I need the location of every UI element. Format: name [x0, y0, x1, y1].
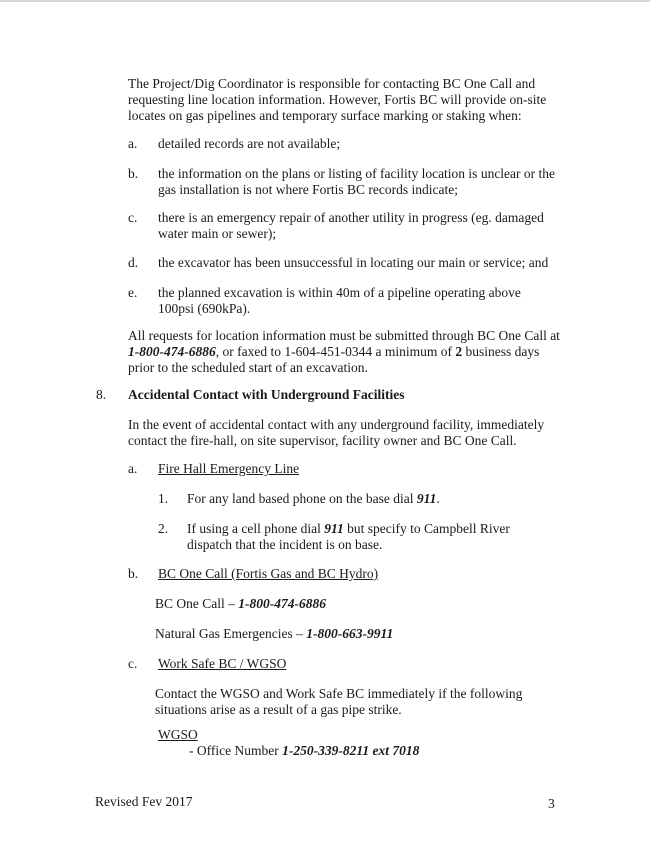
intro-paragraph: The Project/Dig Coordinator is responsible for contacting BC One Call and requesting line location information. However, Fortis BC will provide on-site locates on gas pipelines and temporary surface marking or staking when:: [128, 76, 547, 123]
requests-text-middle: , or faxed to 1-604-451-0344 a minimum of: [215, 344, 456, 359]
fire-hall-item-1: [187, 491, 557, 507]
gas-emergency-line: [155, 626, 555, 642]
wgso-office-label: - Office Number: [189, 743, 283, 758]
fire-hall-item-2-text: If using a cell phone dial: [187, 521, 325, 536]
wgso-office-number: 1-250-339-8211 ext 7018: [282, 743, 420, 758]
work-safe-heading: Work Safe BC / WGSO: [158, 656, 287, 671]
condition-b-letter: b.: [128, 166, 139, 181]
condition-e-letter: e.: [128, 285, 138, 300]
revision-date: Revised Fev 2017: [95, 794, 193, 809]
emergency-number-911-cell: 911: [324, 521, 344, 536]
requests-text-end: business days prior to the scheduled start of an excavation.: [128, 344, 540, 375]
page-number: 3: [548, 796, 555, 811]
section-8-intro: In the event of accidental contact with any underground facility, immediately contact the fire-hall, on site supervisor, facility owner and BC One Call.: [128, 417, 545, 448]
bc-one-call-phone: 1-800-474-6886: [128, 344, 216, 359]
condition-a-text: detailed records are not available;: [158, 136, 341, 151]
subsection-c-letter: c.: [128, 656, 138, 671]
bc-one-call-heading: BC One Call (Fortis Gas and BC Hydro): [158, 566, 379, 581]
wgso-office-line: [189, 743, 419, 759]
fire-hall-item-2-number: 2.: [158, 521, 169, 536]
fire-hall-item-1-end: .: [436, 491, 440, 506]
section-8-number: 8.: [96, 387, 107, 402]
condition-d-text: the excavator has been unsuccessful in locating our main or service; and: [158, 255, 549, 270]
wgso-heading: WGSO: [158, 727, 198, 742]
gas-emergency-number: 1-800-663-9911: [306, 626, 394, 641]
emergency-number-911: 911: [416, 491, 437, 506]
bc-one-call-number: 1-800-474-6886: [238, 596, 326, 611]
requests-text-start: All requests for location information must be submitted through BC One Call at: [128, 328, 560, 343]
section-8-title: Accidental Contact with Underground Facilities: [128, 387, 405, 402]
page-top-edge: [0, 0, 650, 2]
bc-one-call-label: BC One Call –: [155, 596, 239, 611]
condition-e-text: the planned excavation is within 40m of a pipeline operating above 100psi (690kPa).: [158, 285, 521, 316]
bc-one-call-line: [155, 596, 555, 612]
fire-hall-item-2-end: but specify to Campbell River dispatch that the incident is on base.: [187, 521, 510, 552]
condition-c-letter: c.: [128, 210, 138, 225]
fire-hall-item-1-text: For any land based phone on the base dial: [187, 491, 417, 506]
condition-d-letter: d.: [128, 255, 139, 270]
business-days-count: 2: [455, 344, 463, 359]
condition-c-text: there is an emergency repair of another utility in progress (eg. damaged water main or sewer);: [158, 210, 544, 241]
subsection-b-letter: b.: [128, 566, 139, 581]
fire-hall-heading: Fire Hall Emergency Line: [158, 461, 300, 476]
condition-b-text: the information on the plans or listing of facility location is unclear or the gas installation is not where Fortis BC records indicate;: [158, 166, 556, 197]
fire-hall-item-1-number: 1.: [158, 491, 169, 506]
gas-emergency-label: Natural Gas Emergencies –: [155, 626, 307, 641]
requests-paragraph: [128, 328, 568, 376]
condition-a-letter: a.: [128, 136, 138, 151]
fire-hall-item-2: [187, 521, 557, 553]
work-safe-text: Contact the WGSO and Work Safe BC immediately if the following situations arise as a result of a gas pipe strike.: [155, 686, 523, 717]
subsection-a-letter: a.: [128, 461, 138, 476]
